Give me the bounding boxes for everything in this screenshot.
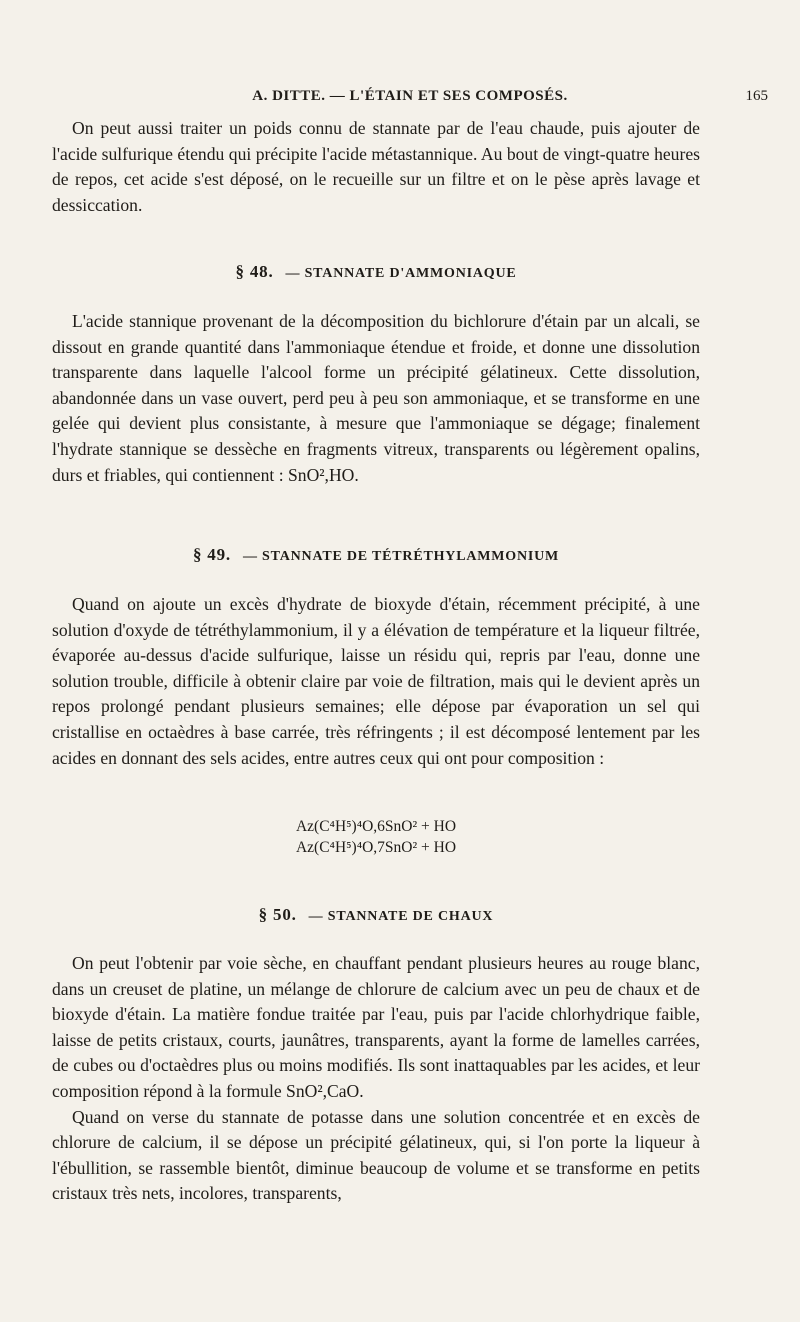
section-50-body-block [52,951,700,1207]
section-48-title: — STANNATE D'AMMONIAQUE [285,266,517,281]
page-number: 165 [745,88,768,104]
section-50-paragraph-2: Quand on verse du stannate de potasse dans une solution concentrée et en excès de chlorure de calcium, il se dépose un précipité gélatineux, qui, si l'on porte la liqueur à l'ébullition, se rassemble bientôt, diminue beaucoup de volume et se transforme en petits cristaux très nets, incolores, transparents, [52,1106,700,1204]
formula-line-1: Az(C⁴H⁵)⁴O,6SnO² + HO [295,818,457,835]
formula-line-2: Az(C⁴H⁵)⁴O,7SnO² + HO [295,839,457,856]
section-49-paragraph: Quand on ajoute un excès d'hydrate de bioxyde d'étain, récemment précipité, à une solution d'oxyde de tétréthylammonium, il y a élévation de température et la liqueur filtrée, évaporée au-dessus d'acide sulfurique, laisse un résidu qui, repris par l'eau, donne une solution trouble, difficile à obtenir claire par voie de filtration, mais qui le devient après un repos prolongé pendant plusieurs semaines; elle dépose par évaporation un sel qui cristallise en octaèdres à base carrée, très réfringents ; il est décomposé lentement par les acides en donnant des sels acides, entre autres ceux qui ont pour composition : [52,594,700,768]
section-50-title: — STANNATE DE CHAUX [308,909,494,924]
section-49-title: — STANNATE DE TÉTRÉTHYLAMMONIUM [242,549,560,564]
section-49-body-block [52,592,700,771]
section-50-number: § 50. [258,905,297,924]
section-50-text-1: On peut l'obtenir par voie sèche, en chauffant pendant plusieurs heures au rouge blanc, dans un creuset de platine, un mélange de chlorure de calcium avec un peu de chaux et de bioxyde d'étain. La matière fondue traitée par l'eau, puis par l'acide chlorhydrique faible, laisse de petits cristaux, courts, jaunâtres, transparents, ayant la forme de lamelles carrées, de cubes ou d'octaèdres plus ou moins modifiés. Ils sont inattaquables par les acides, et leur composition répond à la formule [52,953,700,1101]
section-48-heading [52,262,700,282]
section-48-text: L'acide stannique provenant de la décomposition du bichlorure d'étain par un alcali, se dissout en grande quantité dans l'ammoniaque étendue et froide, et donne une dissolution transparente dans laquelle l'alcool forme un précipité gélatineux. Cette dissolution, abandonnée dans un vase ouvert, perd peu à peu son ammoniaque, et se transforme en une gelée qui devient plus consistante, à mesure que l'ammoniaque se dégage; finalement l'hydrate stannique se dessèche en fragments vitreux, transparents ou légèrement opalins, durs et friables, qui contiennent : [52,311,700,485]
section-48-paragraph [52,309,700,488]
section-50-formula: SnO²,CaO. [286,1080,364,1101]
section-49-number: § 49. [192,545,231,564]
section-49-heading [52,545,700,565]
section-48-formula: SnO²,HO. [288,464,359,485]
section-48-number: § 48. [235,262,274,281]
intro-paragraph: On peut aussi traiter un poids connu de stannate par de l'eau chaude, puis ajouter de l'acide sulfurique étendu qui précipite l'acide métastannique. Au bout de vingt-quatre heures de repos, cet acide s'est déposé, on le recueille sur un filtre et on le pèse après lavage et dessiccation. [52,118,700,215]
running-title: A. DITTE. — L'ÉTAIN ET SES COMPOSÉS. [252,88,568,104]
intro-paragraph-block [52,116,700,218]
running-head [52,88,768,112]
section-50-paragraph-1 [52,951,700,1105]
section-50-heading [52,905,700,925]
section-48-body-block [52,309,700,488]
